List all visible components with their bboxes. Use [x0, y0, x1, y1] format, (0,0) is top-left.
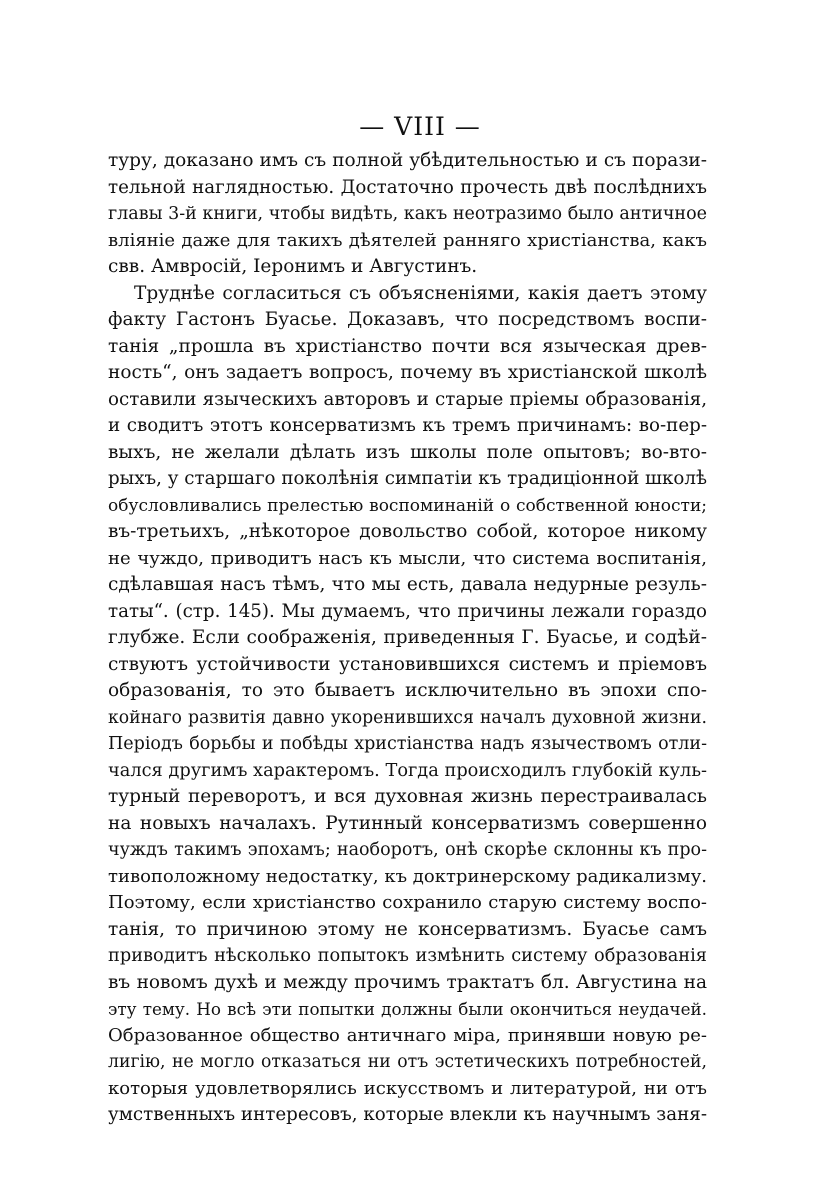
text-line: таты“. (стр. 145). Мы думаемъ, что причины лежали гораздо — [108, 600, 707, 622]
text-line: танія, то причиною этому не консерватизмъ. Буасье самъ — [108, 918, 707, 940]
text-line: Періодъ борьбы и побѣды христіанства надъ язычествомъ отли- — [108, 734, 707, 754]
text-line: не чуждо, приводитъ насъ къ мысли, что система воспитанія, — [108, 547, 707, 569]
text-line: приводитъ нѣсколько попытокъ измѣнить систему образованія — [108, 946, 707, 966]
text-line: ность“, онъ задаетъ вопросъ, почему въ христіанской школѣ — [108, 362, 707, 383]
text-line: выхъ, не желали дѣлать изъ школы поле опытовъ; во-вто- — [108, 441, 707, 463]
text-line: на новыхъ началахъ. Рутинный консерватизмъ совершенно — [108, 812, 707, 834]
text-line: тивоположному недостатку, къ доктринерскому радикализму. — [108, 865, 707, 887]
text-line: вліяніе даже для такихъ дѣятелей ранняго христіанства, какъ — [108, 229, 707, 251]
text-line: Образованное общество античнаго міра, принявши новую ре- — [108, 1024, 707, 1046]
body-text — [108, 148, 707, 1129]
text-line: въ-третьихъ, „нѣкоторое довольство собой, которое никому — [108, 521, 707, 542]
text-line: танія „прошла въ христіанство почти вся языческая древ- — [108, 335, 707, 357]
text-line: умственныхъ интересовъ, которые влекли къ научнымъ заня- — [108, 1104, 707, 1125]
text-line: глубже. Если соображенія, приведенныя Г. Буасье, и содѣй- — [108, 627, 707, 648]
text-line: главы 3-й книги, чтобы видѣть, какъ неотразимо было античное — [108, 204, 707, 224]
text-line: свв. Амвросій, Іеронимъ и Августинъ. — [108, 256, 478, 277]
text-line: образованія, то это бываетъ исключительно въ эпохи спо- — [108, 680, 707, 701]
text-line: въ новомъ духѣ и между прочимъ трактатъ бл. Августина на — [108, 971, 707, 993]
text-line: койнаго развитія давно укоренившихся началъ духовной жизни. — [108, 707, 707, 728]
text-line: обусловливались прелестью воспоминаній о собственной юности; — [108, 495, 707, 516]
text-line: чался другимъ характеромъ. Тогда происходилъ глубокій куль- — [108, 760, 707, 781]
text-line: которыя удовлетворялись искусствомъ и литературой, ни отъ — [108, 1077, 707, 1099]
text-line: ствуютъ устойчивости установившихся системъ и пріемовъ — [108, 653, 707, 675]
text-line: турный переворотъ, и вся духовная жизнь перестраивалась — [108, 786, 707, 807]
text-line: Поэтому, если христіанство сохранило старую систему воспо- — [108, 892, 707, 913]
text-line: лигію, не могло отказаться ни отъ эстетическихъ потребностей, — [108, 1052, 707, 1072]
text-line: туру, доказано имъ съ полной убѣдительностью и съ порази- — [108, 150, 707, 171]
text-line: Труднѣе согласиться съ объясненіями, какія даетъ этому — [134, 282, 707, 304]
text-line: эту тему. Но всѣ эти попытки должны были окончиться неудачей. — [108, 999, 707, 1019]
text-line: сдѣлавшая насъ тѣмъ, что мы есть, давала недурные резуль- — [108, 574, 707, 595]
text-line: тельной наглядностью. Достаточно прочесть двѣ послѣднихъ — [108, 176, 707, 198]
text-line: рыхъ, у старшаго поколѣнія симпатіи къ традиціонной школѣ — [108, 468, 707, 489]
text-line: и сводитъ этотъ консерватизмъ къ тремъ причинамъ: во-пер- — [108, 415, 707, 436]
page-number: — VIII — — [359, 112, 481, 141]
text-line: факту Гастонъ Буасье. Доказавъ, что посредствомъ воспи- — [108, 309, 707, 330]
text-line: чуждъ такимъ эпохамъ; наоборотъ, онѣ скорѣе склонны къ про- — [108, 840, 707, 860]
text-line: оставили языческихъ авторовъ и старые пріемы образованія, — [108, 388, 707, 410]
